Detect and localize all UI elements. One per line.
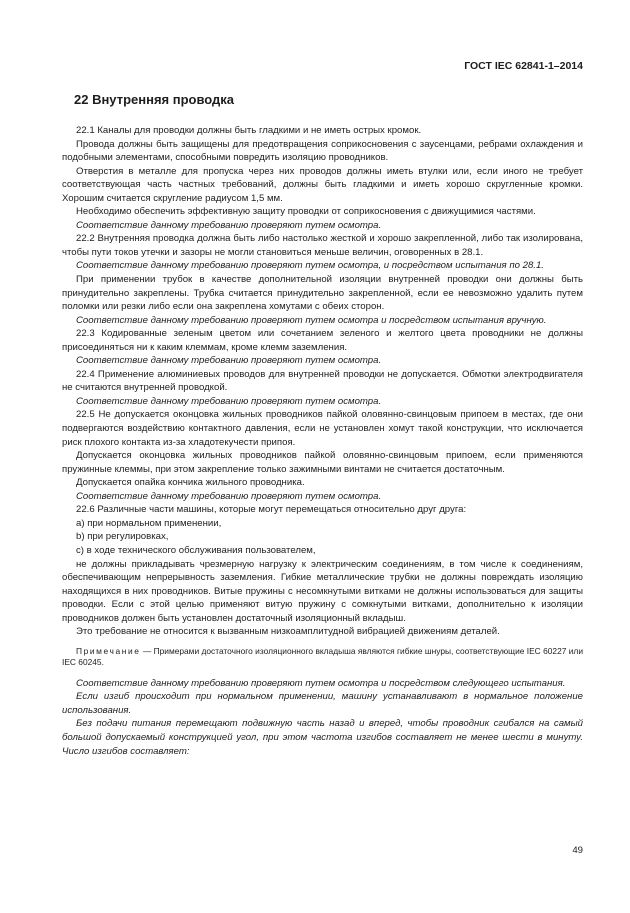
paragraph: 22.2 Внутренняя проводка должна быть либо настолько жесткой и хорошо закрепленной, либо так изолирована, чтобы пути токов утечки и зазоры не могли становиться меньше величин, оговоренных в 28.1. bbox=[62, 233, 583, 258]
paragraph: 22.6 Различные части машины, которые могут перемещаться относительно друг друга: bbox=[76, 504, 467, 516]
compliance-check: Соответствие данному требованию проверяют путем осмотра. bbox=[76, 395, 382, 407]
paragraph: 22.1 Каналы для проводки должны быть гладкими и не иметь острых кромок. bbox=[76, 125, 422, 136]
compliance-check: Соответствие данному требованию проверяют путем осмотра. bbox=[76, 355, 382, 367]
paragraph: Это требование не относится к вызванным низкоамплитудной вибрацией движениям деталей. bbox=[76, 626, 500, 638]
paragraph: 22.5 Не допускается оконцовка жильных проводников пайкой оловянно-свинцовым припоем в местах, где они подвергаются воздействию контактного давления, если не установлен хомут такой конструкции, что исключается риск плохого контакта из-за хладотекучести припоя. bbox=[62, 409, 583, 448]
paragraph: Если изгиб происходит при нормальном применении, машину устанавливают в нормальное положение использования. bbox=[62, 691, 583, 716]
compliance-check: Соответствие данному требованию проверяют путем осмотра. bbox=[76, 219, 382, 231]
note-text: — Примерами достаточного изоляционного вкладыша являются гибкие шнуры, соответствующие IEC 60227 или IEC 60245. bbox=[62, 645, 583, 668]
paragraph: Допускается опайка кончика жильного проводника. bbox=[76, 477, 305, 489]
paragraph: При применении трубок в качестве дополнительной изоляции внутренней проводки они должны быть принудительно закреплены. Трубка считается принудительно закрепленной, если ее невозможно удалить путем поломки или резки либо если она закреплена хомутами с обеих сторон. bbox=[62, 274, 583, 313]
paragraph: Необходимо обеспечить эффективную защиту проводки от соприкосновения с движущимися частями. bbox=[76, 206, 536, 218]
paragraph: не должны прикладывать чрезмерную нагрузку к электрическим соединениям, в том числе к соединениям, обеспечивающим непрерывность заземления. Гибкие металлические трубки не должны повреждать изоляцию находящихся в них проводников. Витые пружины с несомкнутыми витками не должны использоваться для защиты проводки. Если с этой целью применяют витую пружину с сомкнутыми витками, дополнительно к изоляции проводников должен быть установлен достаточный изоляционный вкладыш. bbox=[62, 558, 583, 624]
compliance-check: Соответствие данному требованию проверяют путем осмотра, и посредством испытания по 28.1. bbox=[76, 260, 544, 272]
paragraph: 22.3 Кодированные зеленым цветом или сочетанием зеленого и желтого цвета проводники не должны присоединяться ни к каким клеммам, кроме клемм заземления. bbox=[62, 328, 583, 353]
list-item: а) при нормальном применении, bbox=[76, 517, 222, 529]
paragraph: 22.4 Применение алюминиевых проводов для внутренней проводки не допускается. Обмотки электродвигателя не считаются внутренней проводкой. bbox=[62, 368, 583, 394]
compliance-check: Соответствие данному требованию проверяют путем осмотра и посредством следующего испытания. bbox=[76, 677, 566, 689]
compliance-check: Соответствие данному требованию проверяют путем осмотра. bbox=[76, 490, 382, 502]
paragraph: Без подачи питания перемещают подвижную часть назад и вперед, чтобы проводник сгибался на самый большой допускаемый конструкцией угол, при этом частота изгибов составляет не менее шести в минуту. Число изгибов составляет: bbox=[62, 718, 583, 757]
list-item: b) при регулировках, bbox=[76, 531, 169, 543]
paragraph: Провода должны быть защищены для предотвращения соприкосновения с заусенцами, ребрами охлаждения и подобными элементами, способными повредить изоляцию проводников. bbox=[62, 138, 583, 164]
compliance-check: Соответствие данному требованию проверяют путем осмотра и посредством испытания вручную. bbox=[76, 314, 547, 326]
section-title: 22 Внутренняя проводка bbox=[74, 92, 235, 107]
section-body bbox=[62, 124, 583, 758]
standard-header: ГОСТ IEC 62841-1–2014 bbox=[464, 60, 583, 72]
note bbox=[62, 646, 583, 669]
note-label: Примечание bbox=[76, 645, 141, 656]
page-number: 49 bbox=[572, 845, 583, 856]
list-item: c) в ходе технического обслуживания пользователем, bbox=[76, 544, 316, 556]
paragraph: Отверстия в металле для пропуска через них проводов должны иметь втулки или, если иного не требует соответствующая часть частных требований, должны быть гладкими и иметь хорошо скругленные кромки. Хорошим считается скругление радиусом 1,5 мм. bbox=[62, 165, 583, 204]
paragraph: Допускается оконцовка жильных проводников пайкой оловянно-свинцовым припоем, если применяются пружинные клеммы, при этом закрепление только зажимными винтами не считается достаточным. bbox=[62, 450, 583, 475]
